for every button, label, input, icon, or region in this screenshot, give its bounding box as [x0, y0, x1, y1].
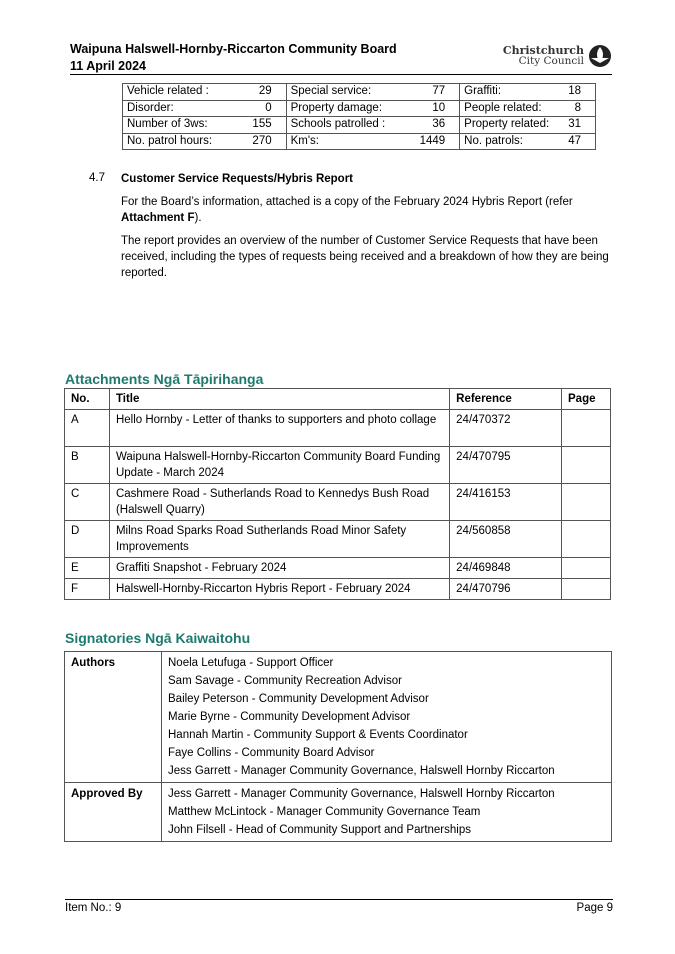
attachment-page [562, 520, 611, 557]
page-number: Page 9 [576, 902, 613, 914]
attachment-no: A [65, 410, 110, 447]
attachment-no: B [65, 446, 110, 483]
attachments-header-row [65, 389, 611, 410]
attachment-title: Milns Road Sparks Road Sutherlands Road Minor Safety Improvements [109, 520, 449, 557]
board-title: Waipuna Halswell-Hornby-Riccarton Community Board [70, 42, 397, 56]
stat-label: Graffiti: [464, 85, 502, 98]
logo-line-1: Christchurch [502, 44, 584, 57]
stat-label: Property damage: [290, 101, 383, 114]
stat-cell [460, 84, 596, 101]
table-row [123, 133, 596, 150]
attachment-reference: 24/416153 [450, 483, 562, 520]
stat-label: Special service: [290, 85, 372, 98]
stat-value: 31 [568, 118, 581, 131]
stat-cell [286, 117, 460, 134]
approved-label: Approved By [65, 783, 162, 842]
table-row [65, 446, 611, 483]
stat-value: 270 [252, 134, 272, 147]
column-header-page: Page [562, 389, 611, 410]
signatory-name: Faye Collins - Community Board Advisor [168, 747, 375, 759]
stat-cell [123, 117, 287, 134]
stat-cell [460, 133, 596, 150]
stat-value: 8 [574, 101, 581, 114]
table-row [123, 100, 596, 117]
attachment-title: Graffiti Snapshot - February 2024 [109, 557, 449, 578]
logo-line-2: City Council [518, 55, 584, 67]
section-number: 4.7 [89, 172, 105, 184]
attachment-page [562, 578, 611, 599]
signatory-name: Matthew McLintock - Manager Community Governance Team [168, 806, 481, 818]
authors-row [65, 652, 612, 783]
table-row [65, 520, 611, 557]
attachment-reference: 24/469848 [450, 557, 562, 578]
table-row [123, 117, 596, 134]
signatories-table [64, 651, 612, 842]
attachment-reference: 24/470796 [450, 578, 562, 599]
signatory-name: Marie Byrne - Community Development Advisor [168, 711, 411, 723]
table-row [65, 578, 611, 599]
stat-value: 47 [568, 134, 581, 147]
stat-label: Vehicle related : [127, 85, 209, 98]
table-row [123, 84, 596, 101]
stat-value: 77 [432, 85, 446, 98]
stat-cell [460, 100, 596, 117]
stat-label: Number of 3ws: [127, 118, 208, 131]
authors-label: Authors [65, 652, 162, 783]
table-row [65, 410, 611, 447]
column-header-title: Title [109, 389, 449, 410]
attachment-page [562, 410, 611, 447]
item-number: Item No.: 9 [65, 902, 122, 914]
attachment-reference: 24/560858 [450, 520, 562, 557]
stat-label: Km's: [290, 134, 319, 147]
stat-value: 18 [568, 85, 581, 98]
stat-cell [123, 100, 287, 117]
column-header-no: No. [65, 389, 110, 410]
attachment-title: Cashmere Road - Sutherlands Road to Kennedys Bush Road (Halswell Quarry) [109, 483, 449, 520]
stat-cell [123, 133, 287, 150]
stat-value: 29 [258, 85, 272, 98]
patrol-statistics-table [122, 83, 596, 150]
attachment-title: Waipuna Halswell-Hornby-Riccarton Community Board Funding Update - March 2024 [109, 446, 449, 483]
stat-label: Disorder: [127, 101, 174, 114]
page-header [70, 41, 612, 75]
stat-label: Property related: [464, 118, 550, 131]
section-paragraph-2: The report provides an overview of the number of Customer Service Requests that have been received, including the types of requests being received and a breakdown of how they are being reported. [121, 235, 609, 279]
stat-value: 36 [432, 118, 446, 131]
attachment-no: C [65, 483, 110, 520]
council-leaf-icon [588, 44, 612, 68]
approved-row [65, 783, 612, 842]
attachment-reference: 24/470795 [450, 446, 562, 483]
attachment-page [562, 483, 611, 520]
signatory-name: Sam Savage - Community Recreation Advisor [168, 675, 402, 687]
attachment-no: E [65, 557, 110, 578]
signatories-heading: Signatories Ngā Kaiwaitohu [65, 630, 251, 646]
meeting-date: 11 April 2024 [70, 59, 146, 73]
column-header-reference: Reference [450, 389, 562, 410]
signatory-name: Jess Garrett - Manager Community Governance, Halswell Hornby Riccarton [168, 788, 555, 800]
attachment-reference: 24/470372 [450, 410, 562, 447]
stat-value: 1449 [419, 134, 446, 147]
signatory-name: Noela Letufuga - Support Officer [168, 657, 334, 669]
section-heading: Customer Service Requests/Hybris Report [121, 173, 353, 185]
attachment-page [562, 446, 611, 483]
signatory-name: Bailey Peterson - Community Development Advisor [168, 693, 429, 705]
attachment-title: Halswell-Hornby-Riccarton Hybris Report - February 2024 [109, 578, 449, 599]
stat-cell [460, 117, 596, 134]
page-footer [65, 899, 613, 919]
stat-label: No. patrol hours: [127, 134, 213, 147]
signatory-name: Jess Garrett - Manager Community Governance, Halswell Hornby Riccarton [168, 765, 555, 777]
stat-value: 10 [432, 101, 446, 114]
stat-value: 0 [265, 101, 272, 114]
stat-cell [286, 84, 460, 101]
table-row [65, 483, 611, 520]
attachments-table [64, 388, 611, 600]
table-row [65, 557, 611, 578]
stat-label: No. patrols: [464, 134, 523, 147]
stat-cell [286, 100, 460, 117]
stat-cell [123, 84, 287, 101]
approved-list [162, 783, 612, 842]
attachment-reference: Attachment F [121, 212, 195, 224]
council-logo [503, 42, 612, 70]
stat-label: People related: [464, 101, 542, 114]
stat-cell [286, 133, 460, 150]
signatory-name: John Filsell - Head of Community Support and Partnerships [168, 824, 471, 836]
attachment-no: D [65, 520, 110, 557]
section-paragraph-1: For the Board’s information, attached is a copy of the February 2024 Hybris Report (refer Attachment F). [121, 196, 573, 224]
stat-label: Schools patrolled : [290, 118, 386, 131]
attachments-heading: Attachments Ngā Tāpirihanga [65, 371, 264, 387]
stat-value: 155 [252, 118, 272, 131]
signatory-name: Hannah Martin - Community Support & Events Coordinator [168, 729, 468, 741]
attachment-title: Hello Hornby - Letter of thanks to supporters and photo collage [109, 410, 449, 447]
attachment-page [562, 557, 611, 578]
attachment-no: F [65, 578, 110, 599]
authors-list [162, 652, 612, 783]
